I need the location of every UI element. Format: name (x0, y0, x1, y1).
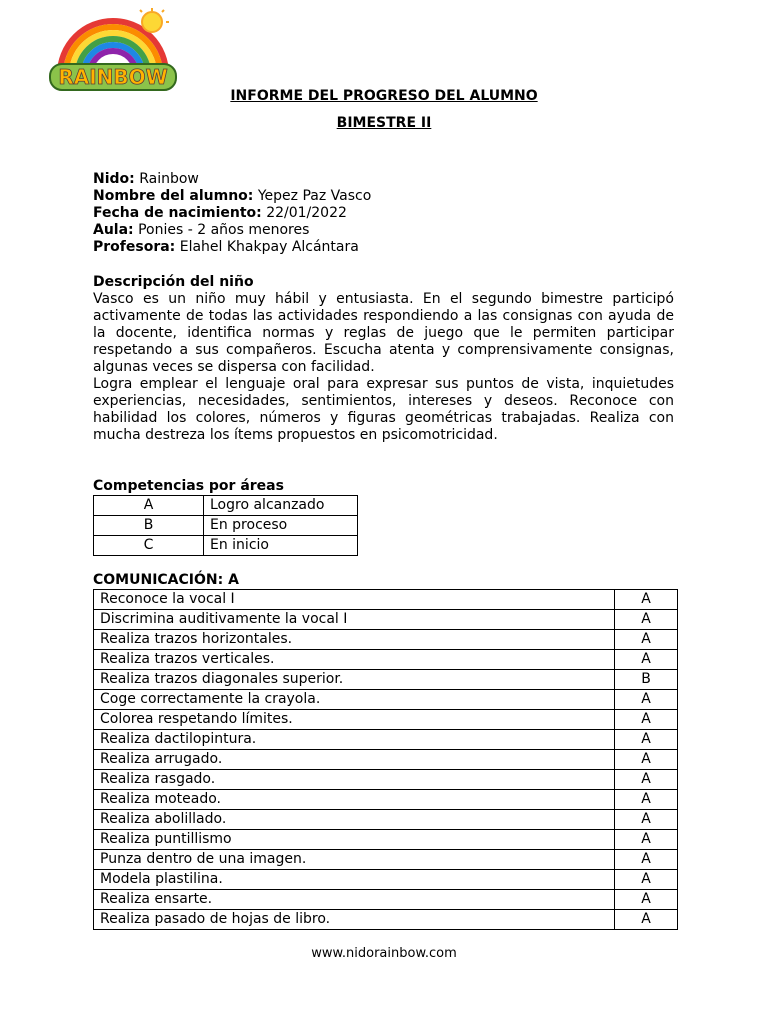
grade-cell: A (615, 590, 678, 610)
table-row (94, 670, 678, 690)
legend-code: B (94, 516, 204, 536)
info-birth-date: Fecha de nacimiento: 22/01/2022 (93, 205, 347, 221)
description-heading: Descripción del niño (93, 274, 254, 290)
rainbow-logo (46, 8, 180, 92)
report-title: INFORME DEL PROGRESO DEL ALUMNO (230, 88, 538, 104)
table-row (94, 910, 678, 930)
legend-meaning: En proceso (204, 516, 358, 536)
grade-cell: A (615, 790, 678, 810)
legend-meaning: Logro alcanzado (204, 496, 358, 516)
communication-table (93, 589, 678, 930)
skill-cell: Colorea respetando límites. (94, 710, 615, 730)
grade-cell: A (615, 910, 678, 930)
table-row (94, 850, 678, 870)
table-row (94, 710, 678, 730)
grade-legend-table (93, 495, 358, 556)
skill-cell: Reconoce la vocal I (94, 590, 615, 610)
table-row (94, 750, 678, 770)
skill-cell: Coge correctamente la crayola. (94, 690, 615, 710)
child-description (93, 274, 674, 444)
table-row (94, 810, 678, 830)
grade-cell: A (615, 810, 678, 830)
grade-cell: A (615, 630, 678, 650)
table-row (94, 690, 678, 710)
skill-cell: Discrimina auditivamente la vocal I (94, 610, 615, 630)
description-paragraph-2: Logra emplear el lenguaje oral para expresar sus puntos de vista, inquietudes experiencias, necesidades, sentimientos, intereses y deseos. Reconoce con habilidad los colores, números y figuras geométricas trabajadas. Realiza con mucha destreza los ítems propuestos en psicomotricidad. (93, 376, 674, 443)
skill-cell: Punza dentro de una imagen. (94, 850, 615, 870)
skill-cell: Realiza pasado de hojas de libro. (94, 910, 615, 930)
skill-cell: Realiza trazos verticales. (94, 650, 615, 670)
skill-cell: Realiza ensarte. (94, 890, 615, 910)
skill-cell: Realiza dactilopintura. (94, 730, 615, 750)
grade-cell: A (615, 650, 678, 670)
table-row (94, 790, 678, 810)
info-teacher: Profesora: Elahel Khakpay Alcántara (93, 239, 359, 255)
logo-text: RAINBOW (58, 65, 168, 89)
legend-code: A (94, 496, 204, 516)
grade-cell: A (615, 690, 678, 710)
student-info (93, 171, 371, 256)
info-nido: Nido: Rainbow (93, 171, 199, 187)
legend-code: C (94, 536, 204, 556)
grade-cell: A (615, 750, 678, 770)
table-row (94, 590, 678, 610)
footer-url[interactable]: www.nidorainbow.com (311, 946, 457, 961)
table-row (94, 630, 678, 650)
info-classroom: Aula: Ponies - 2 años menores (93, 222, 310, 238)
skill-cell: Realiza moteado. (94, 790, 615, 810)
skill-cell: Realiza arrugado. (94, 750, 615, 770)
skill-cell: Modela plastilina. (94, 870, 615, 890)
grade-cell: A (615, 890, 678, 910)
competencies-title: Competencias por áreas (93, 478, 284, 494)
grade-cell: A (615, 730, 678, 750)
communication-title: COMUNICACIÓN: A (93, 572, 239, 588)
skill-cell: Realiza puntillismo (94, 830, 615, 850)
legend-meaning: En inicio (204, 536, 358, 556)
grade-cell: A (615, 770, 678, 790)
legend-row (94, 536, 358, 556)
report-subtitle: BIMESTRE II (336, 115, 432, 131)
skill-cell: Realiza trazos diagonales superior. (94, 670, 615, 690)
skill-cell: Realiza rasgado. (94, 770, 615, 790)
info-student-name: Nombre del alumno: Yepez Paz Vasco (93, 188, 372, 204)
legend-row (94, 516, 358, 536)
grade-cell: A (615, 850, 678, 870)
table-row (94, 770, 678, 790)
table-row (94, 830, 678, 850)
table-row (94, 730, 678, 750)
skill-cell: Realiza abolillado. (94, 810, 615, 830)
table-row (94, 870, 678, 890)
grade-cell: A (615, 870, 678, 890)
description-paragraph-1: Vasco es un niño muy hábil y entusiasta. En el segundo bimestre participó activamente de todas las actividades respondiendo a las consignas con ayuda de la docente, identifica normas y reglas de juego que le permiten participar respetando a sus compañeros. Escucha atenta y comprensivamente consignas, algunas veces se dispersa con facilidad. (93, 291, 674, 375)
legend-row (94, 496, 358, 516)
grade-cell: A (615, 710, 678, 730)
grade-cell: A (615, 830, 678, 850)
grade-cell: B (615, 670, 678, 690)
grade-cell: A (615, 610, 678, 630)
skill-cell: Realiza trazos horizontales. (94, 630, 615, 650)
table-row (94, 890, 678, 910)
table-row (94, 650, 678, 670)
table-row (94, 610, 678, 630)
